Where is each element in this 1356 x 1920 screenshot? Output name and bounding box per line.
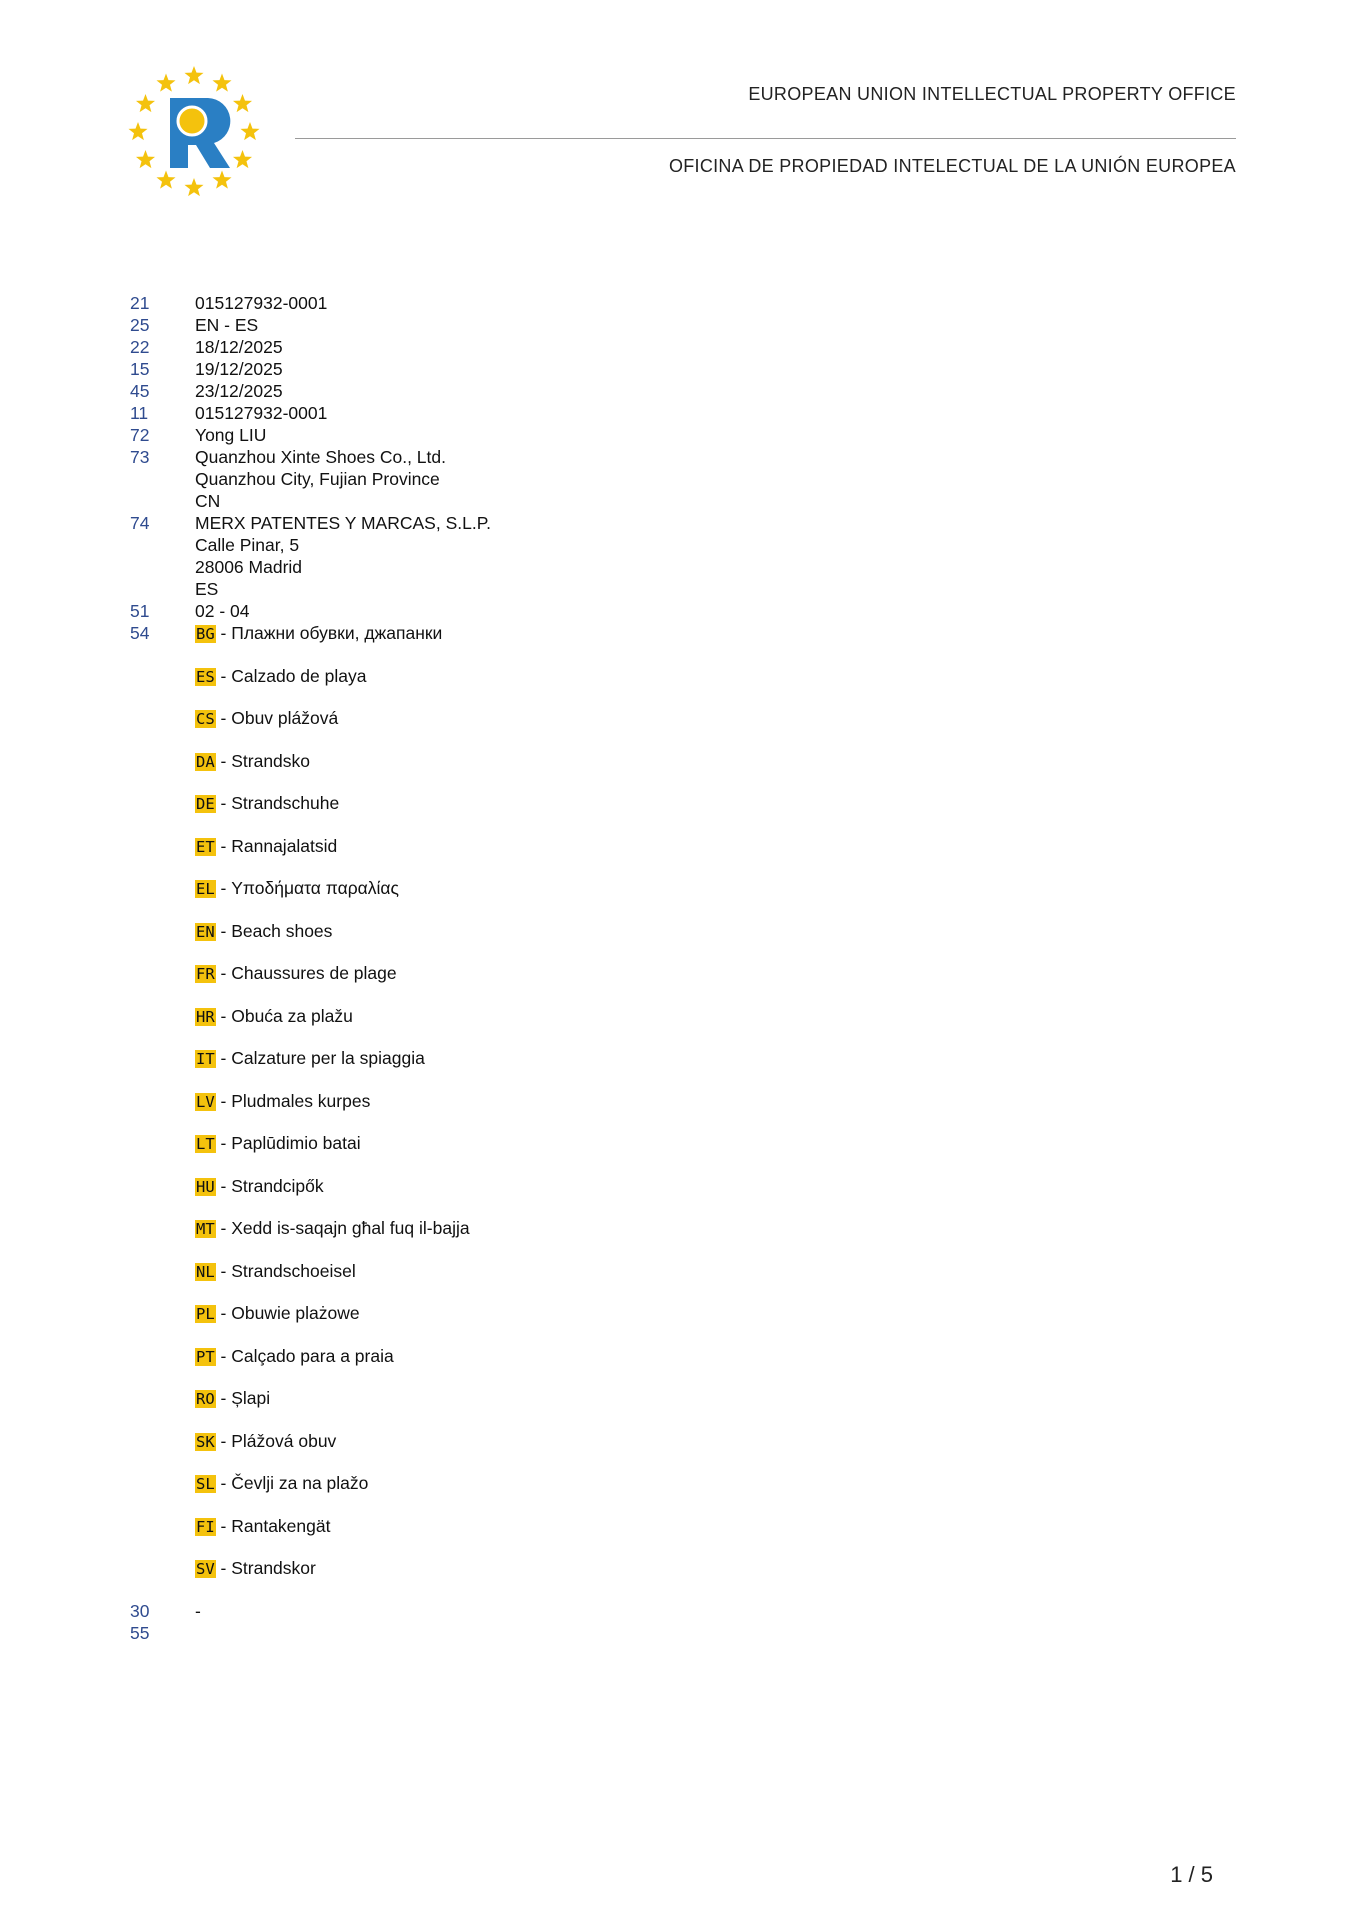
field-code: 30 <box>130 1601 150 1621</box>
product-term <box>195 1472 470 1495</box>
term-text: Calzature per la spiaggia <box>231 1048 425 1068</box>
office-name-en: EUROPEAN UNION INTELLECTUAL PROPERTY OFFICE <box>748 84 1236 104</box>
term-separator: - <box>215 1090 232 1111</box>
field-value <box>195 380 283 402</box>
field-value <box>195 314 258 336</box>
office-name-es: OFICINA DE PROPIEDAD INTELECTUAL DE LA UNIÓN EUROPEA <box>668 156 1236 176</box>
term-text: Strandskor <box>231 1558 316 1578</box>
language-code-badge: ES <box>196 667 215 686</box>
term-text: Șlapi <box>231 1388 271 1408</box>
product-term <box>195 1515 470 1538</box>
field-row <box>130 336 491 358</box>
term-separator: - <box>215 1218 232 1238</box>
product-term <box>195 1005 470 1028</box>
term-text: Rannajalatsid <box>231 835 338 856</box>
product-term <box>195 707 470 730</box>
field-value-line: 18/12/2025 <box>195 337 283 357</box>
product-term <box>195 835 470 858</box>
field-value <box>195 336 283 358</box>
field-value <box>195 402 327 424</box>
logo-star <box>156 74 175 92</box>
logo-star <box>233 94 252 112</box>
term-separator: - <box>215 1260 232 1281</box>
product-term <box>195 665 470 688</box>
term-separator: - <box>215 835 232 856</box>
logo-star <box>212 171 231 189</box>
term-separator: - <box>215 708 232 728</box>
field-value <box>195 424 266 446</box>
term-text: Xedd is-saqajn għal fuq il-bajja <box>231 1218 470 1238</box>
term-text: Calçado para a praia <box>231 1345 394 1366</box>
term-separator: - <box>215 1558 232 1578</box>
logo-star <box>136 150 155 168</box>
term-separator: - <box>215 1388 232 1408</box>
language-code-badge: LT <box>196 1135 215 1153</box>
field-value-line: ES <box>195 579 219 599</box>
product-term <box>195 920 470 943</box>
field-value-line: EN - ES <box>195 315 259 335</box>
term-separator: - <box>215 1005 232 1026</box>
term-separator: - <box>215 665 232 686</box>
term-text: Υποδήματα παραλίας <box>231 878 399 898</box>
product-term <box>195 622 470 645</box>
product-term <box>195 1387 470 1410</box>
euipo-logo <box>126 64 262 200</box>
term-separator: - <box>215 878 232 898</box>
term-separator: - <box>215 1515 232 1536</box>
field-value-line: MERX PATENTES Y MARCAS, S.L.P. <box>195 513 491 533</box>
field-code: 25 <box>130 315 150 335</box>
field-code: 51 <box>130 601 150 621</box>
field-value <box>195 358 283 380</box>
term-text: Plážová obuv <box>231 1430 337 1451</box>
product-term <box>195 962 470 985</box>
field-code: 21 <box>130 293 150 313</box>
language-code-badge: FI <box>196 1517 215 1536</box>
field-value-line: 19/12/2025 <box>195 359 283 379</box>
language-code-badge: PT <box>196 1347 215 1366</box>
field-code: 73 <box>130 447 150 467</box>
language-code-badge: CS <box>196 710 215 728</box>
field-value <box>195 600 249 622</box>
term-separator: - <box>215 1175 232 1196</box>
logo-star <box>212 74 231 92</box>
field-value-line: Calle Pinar, 5 <box>195 535 300 555</box>
logo-r-mark <box>170 98 230 168</box>
field-value <box>195 512 491 600</box>
term-text: Obuća za plažu <box>231 1005 353 1026</box>
term-text: Obuv plážová <box>231 708 339 728</box>
field-row <box>130 446 491 512</box>
logo-star <box>128 122 147 140</box>
language-code-badge: ET <box>196 837 215 856</box>
logo-star <box>156 171 175 189</box>
field-code: 15 <box>130 359 150 379</box>
field-code: 72 <box>130 425 150 445</box>
term-separator: - <box>215 1133 232 1153</box>
field-row <box>130 358 491 380</box>
term-text: Čevlji za na plažo <box>231 1473 369 1493</box>
term-separator: - <box>215 1345 232 1366</box>
field-value-line: Quanzhou Xinte Shoes Co., Ltd. <box>195 447 446 467</box>
product-term <box>195 1260 470 1283</box>
product-term <box>195 1557 470 1580</box>
language-code-badge: SL <box>196 1475 215 1493</box>
logo-sun <box>178 107 206 135</box>
field-value: - <box>195 1601 201 1621</box>
language-code-badge: SV <box>196 1560 215 1578</box>
field-row <box>130 1600 491 1622</box>
field-code: 54 <box>130 623 150 643</box>
product-term <box>195 877 470 900</box>
language-code-badge: LV <box>196 1092 215 1111</box>
term-text: Pludmales kurpes <box>231 1090 371 1111</box>
product-term <box>195 750 470 773</box>
term-text: Paplūdimio batai <box>231 1133 361 1153</box>
product-term <box>195 1090 470 1113</box>
term-separator: - <box>215 793 232 813</box>
term-list <box>195 622 470 1580</box>
field-row <box>130 1622 491 1644</box>
term-separator: - <box>215 750 232 771</box>
field-code: 55 <box>130 1623 150 1643</box>
field-row <box>130 402 491 424</box>
term-separator: - <box>215 1430 232 1451</box>
field-value-line: Quanzhou City, Fujian Province <box>195 469 440 489</box>
term-text: Strandschoeisel <box>231 1260 356 1281</box>
term-text: Beach shoes <box>231 920 333 941</box>
field-code: 11 <box>130 403 149 423</box>
language-code-badge: HU <box>196 1177 215 1196</box>
term-separator: - <box>215 1473 232 1493</box>
product-term <box>195 1302 470 1325</box>
field-value-line: 02 - 04 <box>195 601 250 621</box>
field-code: 22 <box>130 337 150 357</box>
term-separator: - <box>215 623 232 643</box>
product-term <box>195 1047 470 1070</box>
language-code-badge: BG <box>196 625 215 643</box>
language-code-badge: NL <box>196 1262 215 1281</box>
field-value <box>195 446 446 512</box>
language-code-badge: FR <box>196 965 215 983</box>
field-row <box>130 512 491 600</box>
language-code-badge: PL <box>196 1305 215 1323</box>
term-text: Chaussures de plage <box>231 963 397 983</box>
logo-star <box>240 122 259 140</box>
field-value <box>195 292 327 314</box>
field-row <box>130 314 491 336</box>
product-indication-row <box>130 622 491 1580</box>
term-separator: - <box>215 920 232 941</box>
term-separator: - <box>215 1048 232 1068</box>
field-value-line: 015127932-0001 <box>195 293 328 313</box>
field-value-line: CN <box>195 491 221 511</box>
language-code-badge: MT <box>196 1220 215 1238</box>
field-row <box>130 600 491 622</box>
field-row <box>130 380 491 402</box>
product-term <box>195 1175 470 1198</box>
field-value-line: Yong LIU <box>195 425 267 445</box>
field-code: 74 <box>130 513 150 533</box>
language-code-badge: IT <box>196 1050 215 1068</box>
language-code-badge: EN <box>196 922 215 941</box>
language-code-badge: RO <box>196 1390 215 1408</box>
term-text: Strandschuhe <box>231 793 340 813</box>
bibliographic-data <box>130 292 491 1644</box>
product-term <box>195 792 470 815</box>
term-text: Плажни обувки, джапанки <box>231 623 443 643</box>
header-divider <box>295 138 1236 139</box>
language-code-badge: HR <box>196 1007 215 1026</box>
product-term <box>195 1132 470 1155</box>
product-term <box>195 1430 470 1453</box>
term-text: Rantakengät <box>231 1515 331 1536</box>
language-code-badge: DE <box>196 795 215 813</box>
logo-star <box>233 150 252 168</box>
language-code-badge: SK <box>196 1432 215 1451</box>
field-list <box>130 292 491 622</box>
term-text: Strandcipők <box>231 1175 324 1196</box>
field-row <box>130 292 491 314</box>
field-value-line: 28006 Madrid <box>195 557 303 577</box>
field-row <box>130 424 491 446</box>
field-value-line: 015127932-0001 <box>195 403 328 423</box>
logo-star <box>136 94 155 112</box>
language-code-badge: EL <box>196 880 215 898</box>
field-code: 45 <box>130 381 150 401</box>
page-indicator: 1 / 5 <box>1170 1862 1213 1887</box>
field-value-line: 23/12/2025 <box>195 381 283 401</box>
term-text: Obuwie plażowe <box>231 1303 360 1323</box>
term-text: Strandsko <box>231 750 311 771</box>
tail-fields <box>130 1600 491 1644</box>
term-text: Calzado de playa <box>231 665 367 686</box>
language-code-badge: DA <box>196 752 215 771</box>
logo-star <box>184 178 203 196</box>
term-separator: - <box>215 1303 232 1323</box>
product-term <box>195 1345 470 1368</box>
spacer <box>130 1580 491 1600</box>
term-separator: - <box>215 963 232 983</box>
logo-star <box>184 66 203 84</box>
product-term <box>195 1217 470 1240</box>
